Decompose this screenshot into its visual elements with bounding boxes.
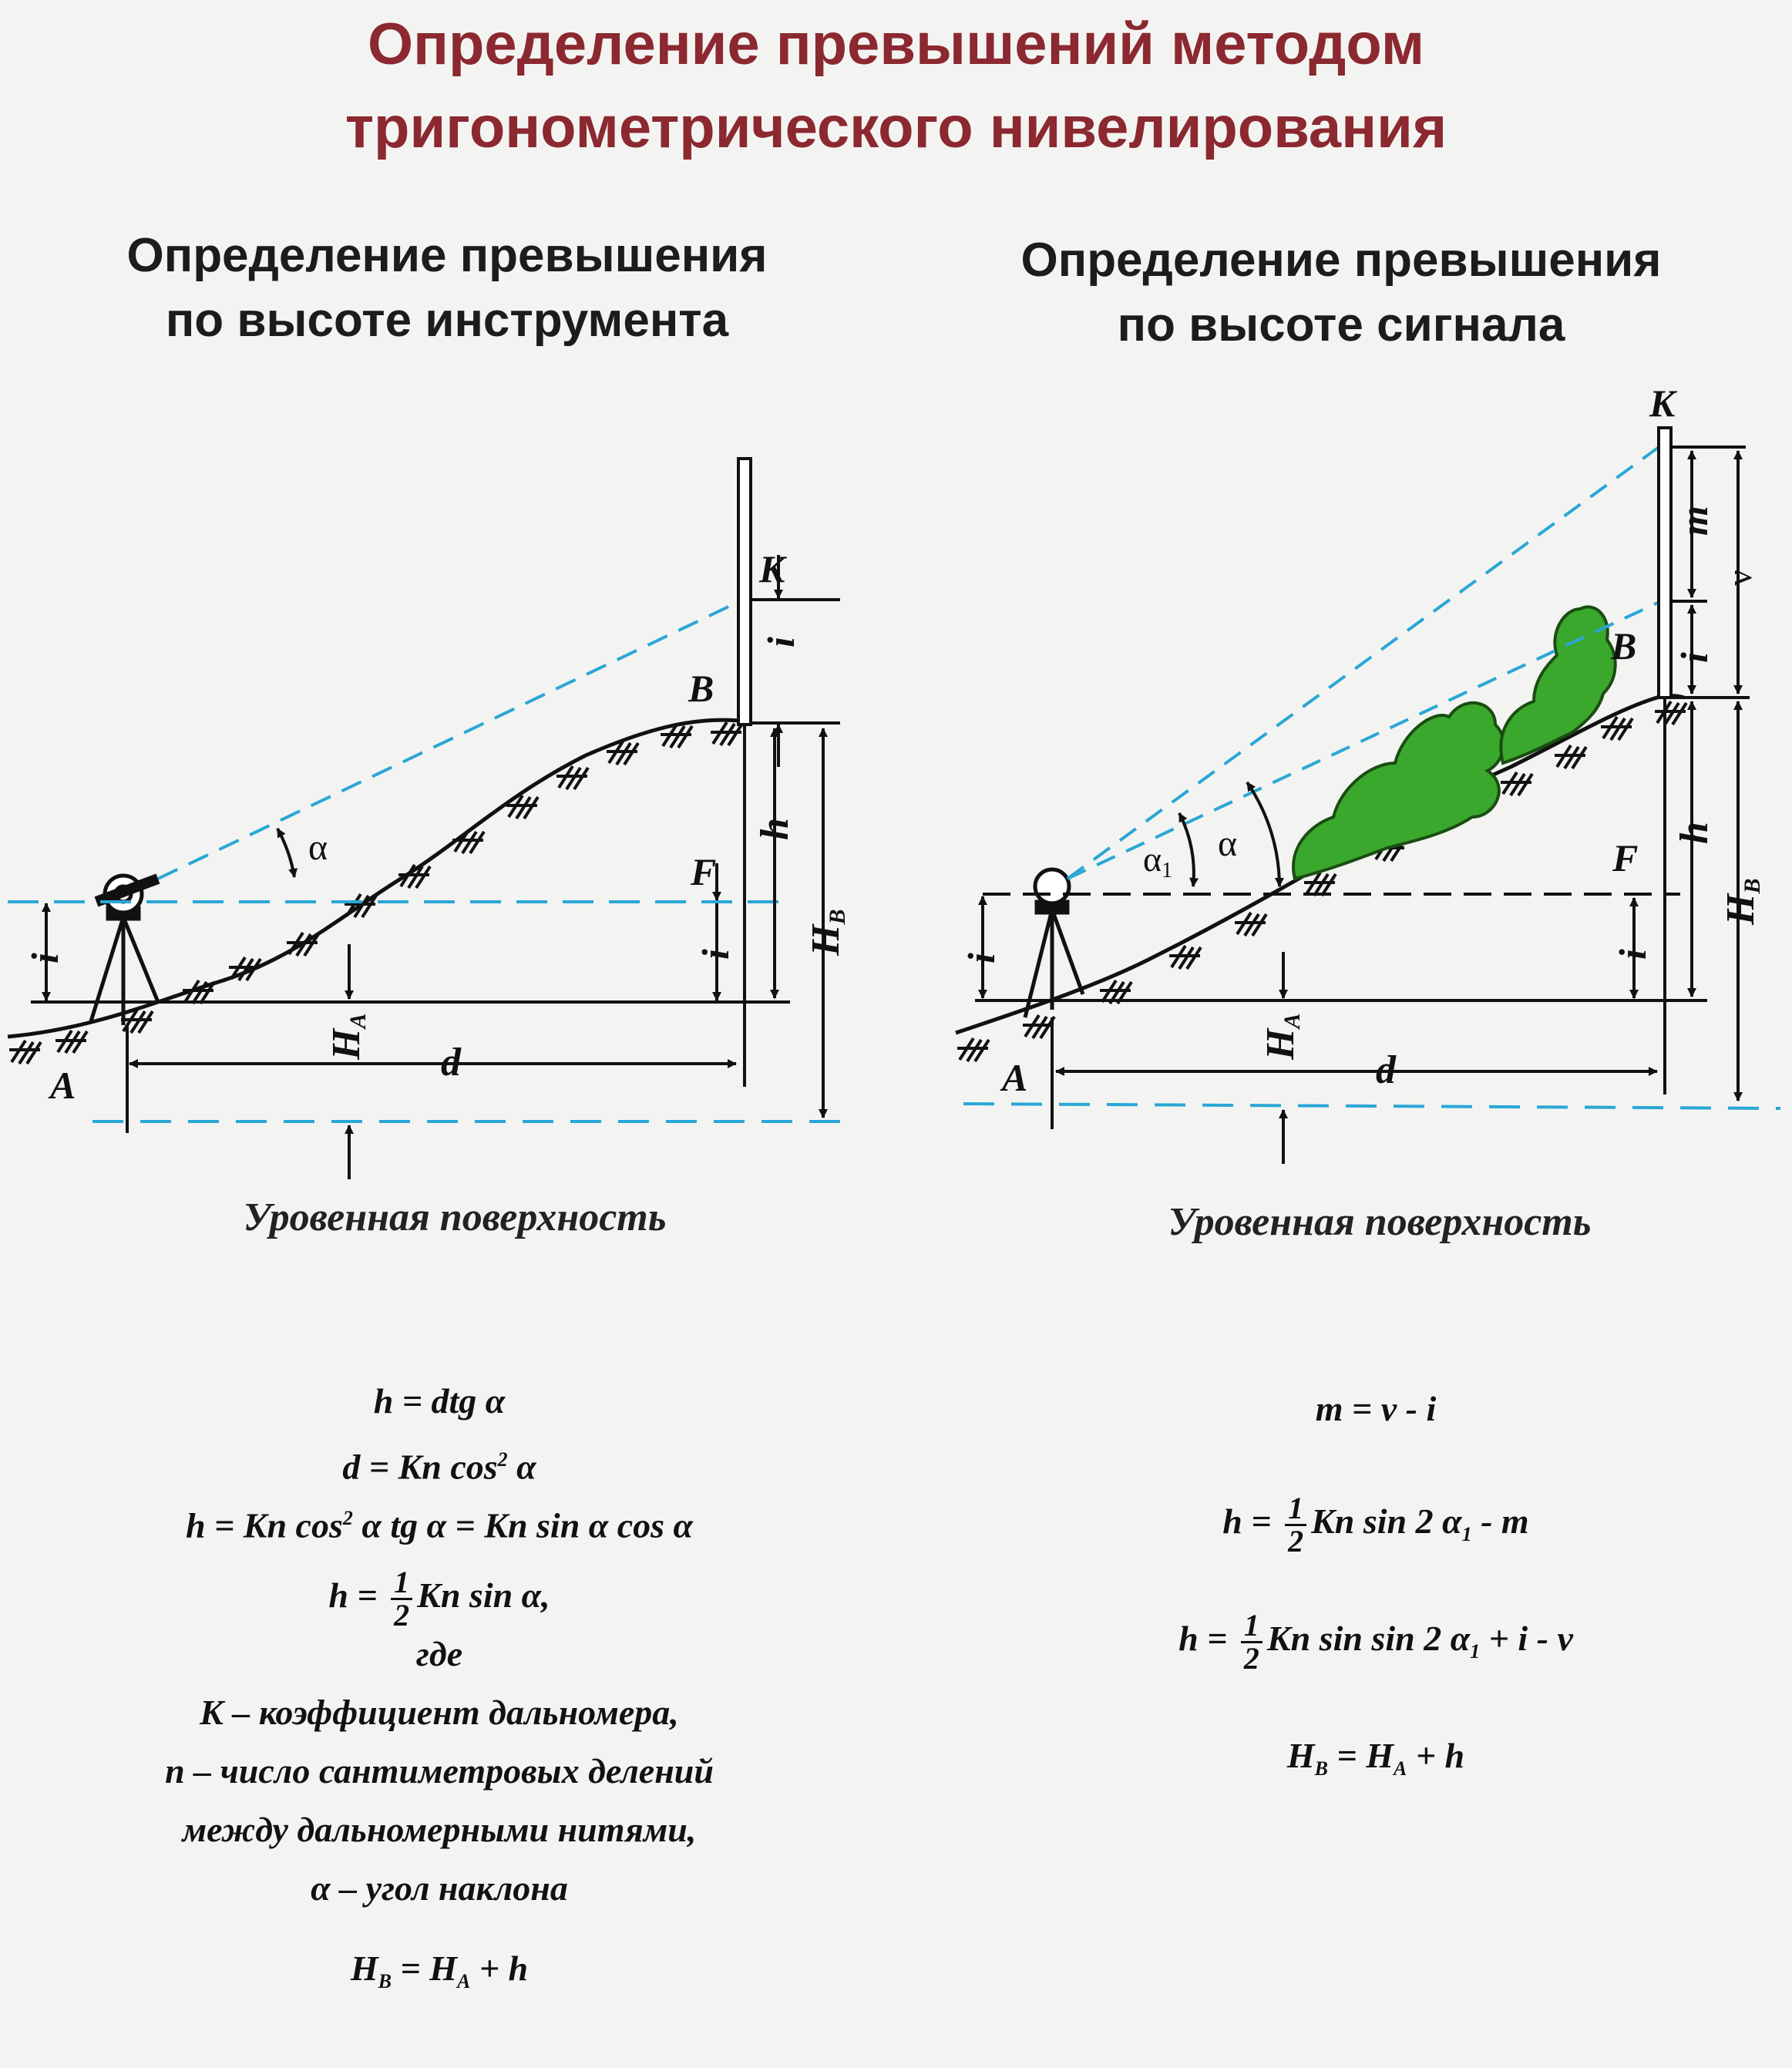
left-definition-n: n – число сантиметровых делений <box>165 1751 714 1791</box>
left-level-surface-caption: Уровенная поверхность <box>243 1195 667 1239</box>
right-label-v: ν <box>1720 570 1759 586</box>
right-label-i-instrument: i <box>960 953 1003 963</box>
left-subtitle-line-1: Определение превышения <box>126 229 768 282</box>
left-label-i-f: i <box>694 949 737 960</box>
title-line-1: Определение превышений методом <box>367 12 1425 77</box>
left-label-h: h <box>753 818 797 840</box>
right-signal-mast <box>1659 428 1671 698</box>
right-label-a: A <box>1002 1056 1028 1099</box>
left-label-d: d <box>441 1041 461 1084</box>
right-formula-3: h = $\frac{1}{2}$ Kn sin sin 2 $\alpha_1 + i - \nu$ <box>1178 1607 1573 1676</box>
left-sight-line <box>158 601 740 879</box>
spacer <box>31 1548 848 1566</box>
left-formula-1: h = dtg α <box>373 1381 506 1421</box>
right-bushes <box>1293 607 1615 879</box>
right-label-i-mast: i <box>1673 652 1716 663</box>
right-label-f: F <box>1612 836 1639 879</box>
left-subtitle-line-2: по высоте инструмента <box>165 294 729 347</box>
left-label-i-k: i <box>759 637 802 647</box>
left-where: где <box>415 1634 463 1673</box>
right-theodolite-icon <box>1025 869 1083 1017</box>
right-label-d: d <box>1376 1048 1396 1092</box>
left-label-alpha: α <box>308 827 328 868</box>
title-line-2: тригонометрического нивелирования <box>345 95 1447 160</box>
left-label-f: F <box>691 850 717 893</box>
left-definition-alpha: α – угол наклона <box>311 1868 568 1908</box>
left-formula-final: $H_B = H_A + h$ <box>350 1949 529 1993</box>
left-formula-4: h = $\frac{1}{2}$ Kn sin α, <box>328 1564 550 1633</box>
left-label-k: K <box>759 547 785 590</box>
right-label-alpha: α <box>1218 823 1238 864</box>
left-definition-k: K – коэффициент дальномера, <box>200 1693 679 1732</box>
right-subtitle-line-1: Определение превышения <box>1020 234 1662 287</box>
spacer <box>963 1438 1788 1492</box>
left-formulas <box>31 1372 848 1998</box>
right-formula-2: h = $\frac{1}{2}$ Kn sin 2 $\alpha_1$ - m <box>1222 1490 1529 1559</box>
left-signal-mast <box>738 459 751 725</box>
left-label-b: B <box>688 667 714 710</box>
right-label-hb: HB <box>1719 878 1765 925</box>
right-label-alpha1: α1 <box>1143 839 1173 883</box>
left-formula-2: d = Kn $\cos^2 \alpha$ <box>342 1447 536 1487</box>
left-label-i-instrument: i <box>23 953 66 963</box>
right-formula-final: $H_B = H_A + h$ <box>1286 1736 1465 1780</box>
left-diagram <box>8 459 850 1179</box>
right-level-surface <box>963 1104 1780 1108</box>
right-label-h: h <box>1673 822 1716 844</box>
right-label-i-f: i <box>1611 949 1654 960</box>
right-label-ha: HA <box>1259 1013 1305 1060</box>
left-label-hb: HB <box>804 909 850 956</box>
right-formulas <box>963 1380 1788 1785</box>
right-subtitle-line-2: по высоте сигнала <box>1117 298 1565 351</box>
spacer <box>963 1668 1788 1727</box>
right-label-k: K <box>1649 382 1676 425</box>
spacer <box>963 1551 1788 1609</box>
right-label-m: m <box>1673 506 1716 536</box>
spacer <box>31 1918 848 1939</box>
right-diagram <box>956 382 1780 1164</box>
left-label-ha: HA <box>324 1013 371 1060</box>
right-level-surface-caption: Уровенная поверхность <box>1168 1200 1592 1244</box>
left-formula-3: h = Kn $\cos^2 \alpha$ tg α = Kn sin α cos α <box>185 1505 694 1545</box>
left-definition-n-cont: между дальномерными нитями, <box>182 1810 697 1849</box>
right-label-b: B <box>1611 624 1637 667</box>
right-formula-1: m = ν - i <box>1315 1389 1437 1428</box>
left-label-a: A <box>50 1064 76 1107</box>
